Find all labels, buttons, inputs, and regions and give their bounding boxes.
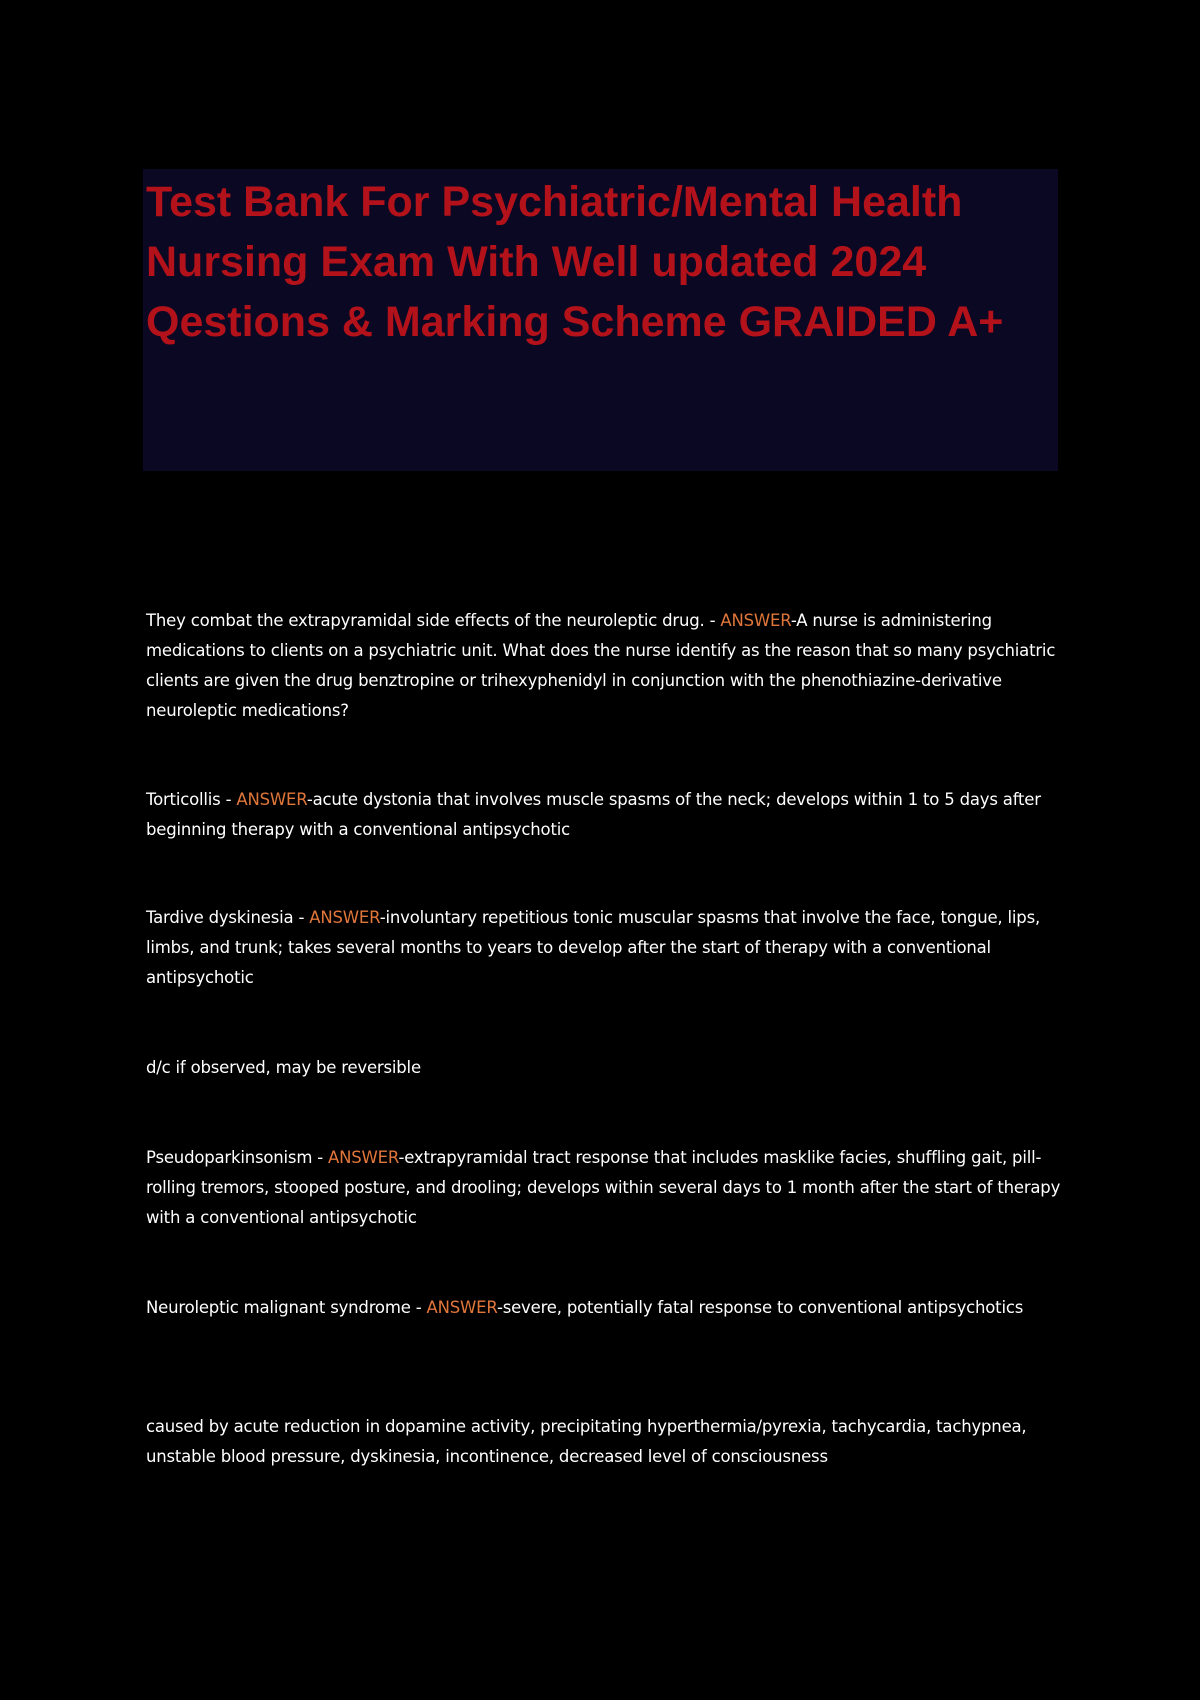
qa-definition: -extrapyramidal tract response that includes masklike facies, shuffling gait, pill-rolling tremors, stooped posture, and drooling; develops within several days to 1 month after the start of therapy with a conventional antipsychotic (146, 1148, 1061, 1227)
answer-label: ANSWER (328, 1148, 399, 1167)
qa-entry-4 (146, 1143, 1066, 1233)
qa-definition: -severe, potentially fatal response to conventional antipsychotics (496, 1298, 1024, 1317)
qa-definition: -acute dystonia that involves muscle spasms of the neck; develops within 1 to 5 days after beginning therapy with a conventional antipsychotic (146, 790, 1041, 839)
qa-term: Tardive dyskinesia - (146, 908, 310, 927)
qa-entry-5 (146, 1293, 1066, 1323)
answer-label: ANSWER (309, 908, 380, 927)
qa-note-2: caused by acute reduction in dopamine activity, precipitating hyperthermia/pyrexia, tachycardia, tachypnea, unstable blood pressure, dyskinesia, incontinence, decreased level of consciousness (146, 1417, 1027, 1466)
document-title: Test Bank For Psychiatric/Mental Health Nursing Exam With Well updated 2024 Qestions & Marking Scheme GRAIDED A+ (146, 178, 1004, 346)
qa-entry-1 (146, 606, 1066, 726)
qa-term: Neuroleptic malignant syndrome - (146, 1298, 427, 1317)
qa-entry-2 (146, 785, 1066, 845)
qa-term: Torticollis - (146, 790, 237, 809)
qa-definition: -involuntary repetitious tonic muscular spasms that involve the face, tongue, lips, limbs, and trunk; takes several months to years to develop after the start of therapy with a conventional antipsychotic (146, 908, 1041, 987)
qa-entry-3 (146, 903, 1066, 993)
answer-label: ANSWER (426, 1298, 497, 1317)
qa-term: They combat the extrapyramidal side effects of the neuroleptic drug. - (146, 611, 721, 630)
qa-definition: -A nurse is administering medications to clients on a psychiatric unit. What does the nurse identify as the reason that so many psychiatric clients are given the drug benztropine or trihexyphenidyl in conjunction with the phenothiazine-derivative neuroleptic medications? (146, 611, 1056, 720)
qa-note-1: d/c if observed, may be reversible (146, 1058, 421, 1077)
qa-term: Pseudoparkinsonism - (146, 1148, 329, 1167)
answer-label: ANSWER (720, 611, 791, 630)
answer-label: ANSWER (236, 790, 307, 809)
